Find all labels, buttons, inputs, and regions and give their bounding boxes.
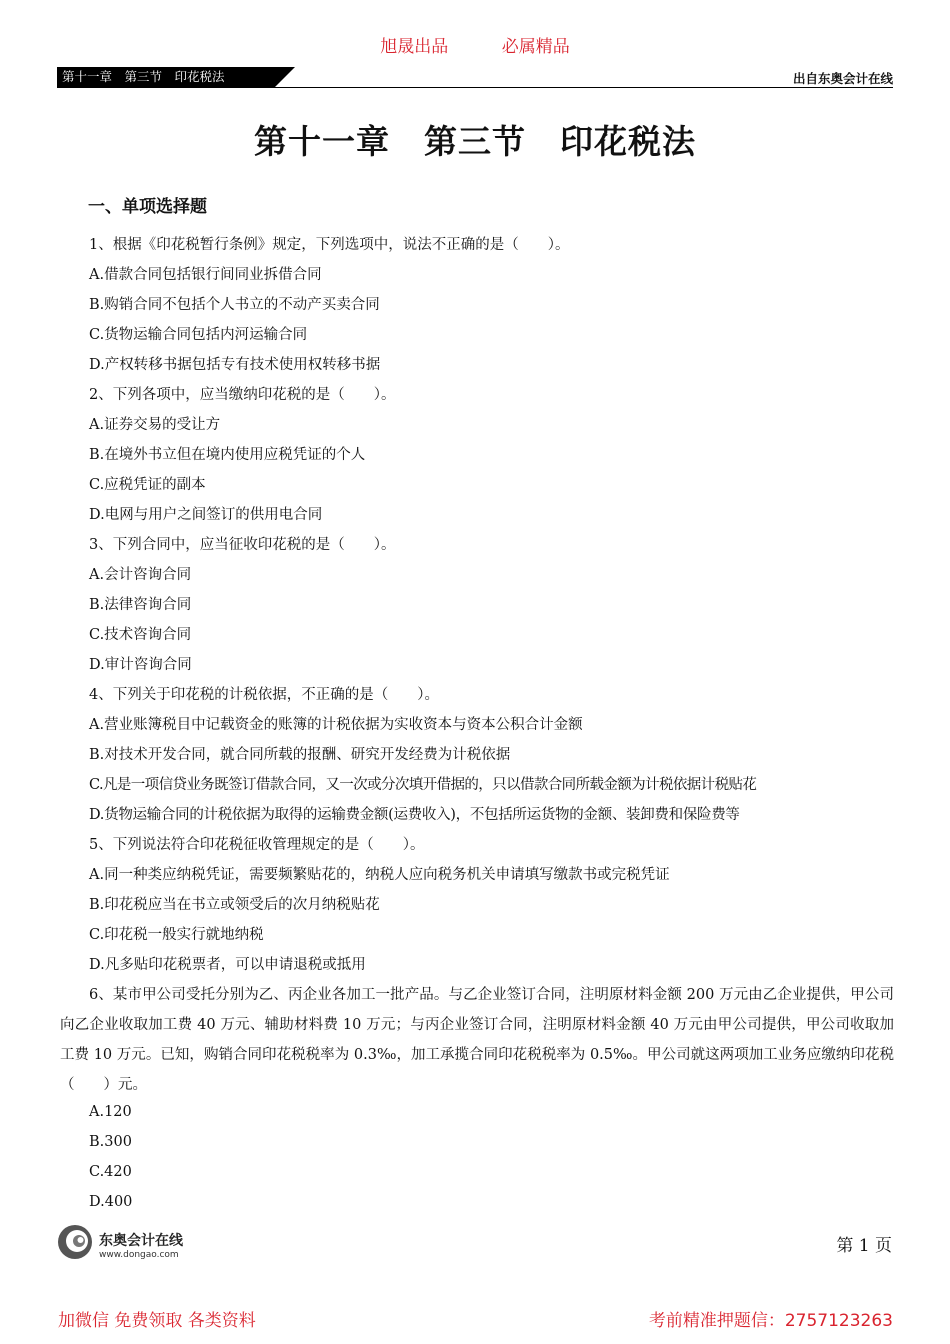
q3-option-a: A.会计咨询合同 [89, 567, 192, 583]
document-title: 第十一章 第三节 印花税法 [254, 122, 696, 161]
footer-right-text: 考前精准押题信：2757123263 [648, 1311, 893, 1331]
q5-option-b: B.印花税应当在书立或领受后的次月纳税贴花 [89, 897, 380, 913]
q2-option-d: D.电网与用户之间签订的供用电合同 [89, 507, 323, 523]
source-label: 出自东奥会计在线 [792, 71, 893, 86]
q4-option-a: A.营业账簿税目中记载资金的账簿的计税依据为实收资本与资本公积合计金额 [89, 717, 583, 733]
q1-option-c: C.货物运输合同包括内河运输合同 [89, 327, 308, 343]
question-list [89, 230, 895, 980]
q6-option-a: A.120 [89, 1104, 132, 1120]
q2-option-c: C.应税凭证的副本 [89, 477, 206, 493]
q2-option-b: B.在境外书立但在境内使用应税凭证的个人 [89, 447, 366, 463]
q4-option-d: D.货物运输合同的计税依据为取得的运输费金额(运费收入)，不包括所运货物的金额、装卸费和保险费等 [89, 807, 740, 823]
chapter-tab: 第十一章 第三节 印花税法 [57, 67, 275, 87]
footer-left-text: 加微信 免费领取 各类资料 [58, 1311, 256, 1331]
q1-option-d: D.产权转移书据包括专有技术使用权转移书据 [89, 357, 381, 373]
banner-right-text: 必属精品 [501, 37, 570, 57]
q5-option-a: A.同一种类应纳税凭证，需要频繁贴花的，纳税人应向税务机关申请填写缴款书或完税凭证 [89, 867, 670, 883]
q6-options [89, 1097, 132, 1217]
banner-left-text: 旭晟出品 [380, 37, 449, 57]
question-6: 6、某市甲公司受托分别为乙、丙企业各加工一批产品。与乙企业签订合同，注明原材料金额 200 万元由乙企业提供，甲公司向乙企业收取加工费 40 万元、辅助材料费 10 万元；与丙企业签订合同，注明原材料金额 40 万元由甲公司提供，甲公司收取加工费 10 万元。已知，购销合同印花税税率为 0.3‰，加工承揽合同印花税税率为 0.5‰。甲公司就这两项加工业务应缴纳印花税（ ）元。 [60, 987, 894, 1093]
chapter-tab-tail [275, 67, 295, 87]
q6-option-d: D.400 [89, 1194, 133, 1210]
q5-option-c: C.印花税一般实行就地纳税 [89, 927, 264, 943]
logo-url: www.dongao.com [99, 1250, 179, 1260]
top-banner [0, 32, 950, 57]
question-3: 3、下列合同中，应当征收印花税的是（ ）。 [89, 537, 396, 553]
q3-option-d: D.审计咨询合同 [89, 657, 192, 673]
q5-option-d: D.凡多贴印花税票者，可以申请退税或抵用 [89, 957, 366, 973]
dongao-logo [57, 1224, 217, 1270]
q6-option-c: C.420 [89, 1164, 132, 1180]
q3-option-c: C.技术咨询合同 [89, 627, 192, 643]
question-2: 2、下列各项中，应当缴纳印花税的是（ ）。 [89, 387, 396, 403]
q3-option-b: B.法律咨询合同 [89, 597, 192, 613]
q1-option-b: B.购销合同不包括个人书立的不动产买卖合同 [89, 297, 380, 313]
q4-option-b: B.对技术开发合同，就合同所载的报酬、研究开发经费为计税依据 [89, 747, 511, 763]
section-heading: 一、单项选择题 [88, 197, 207, 217]
question-4: 4、下列关于印花税的计税依据，不正确的是（ ）。 [89, 687, 439, 703]
page-number: 第 1 页 [836, 1236, 892, 1256]
header-bar [57, 67, 893, 88]
q6-option-b: B.300 [89, 1134, 132, 1150]
question-5: 5、下列说法符合印花税征收管理规定的是（ ）。 [89, 837, 425, 853]
logo-mark-icon [57, 1224, 93, 1260]
logo-name: 东奥会计在线 [99, 1233, 183, 1249]
q1-option-a: A.借款合同包括银行间同业拆借合同 [89, 267, 322, 283]
q2-option-a: A.证券交易的受让方 [89, 417, 221, 433]
question-1: 1、根据《印花税暂行条例》规定，下列选项中，说法不正确的是（ ）。 [89, 237, 570, 253]
q4-option-c: C.凡是一项信贷业务既签订借款合同，又一次或分次填开借据的，只以借款合同所载金额为计税依据计税贴花 [89, 777, 757, 793]
